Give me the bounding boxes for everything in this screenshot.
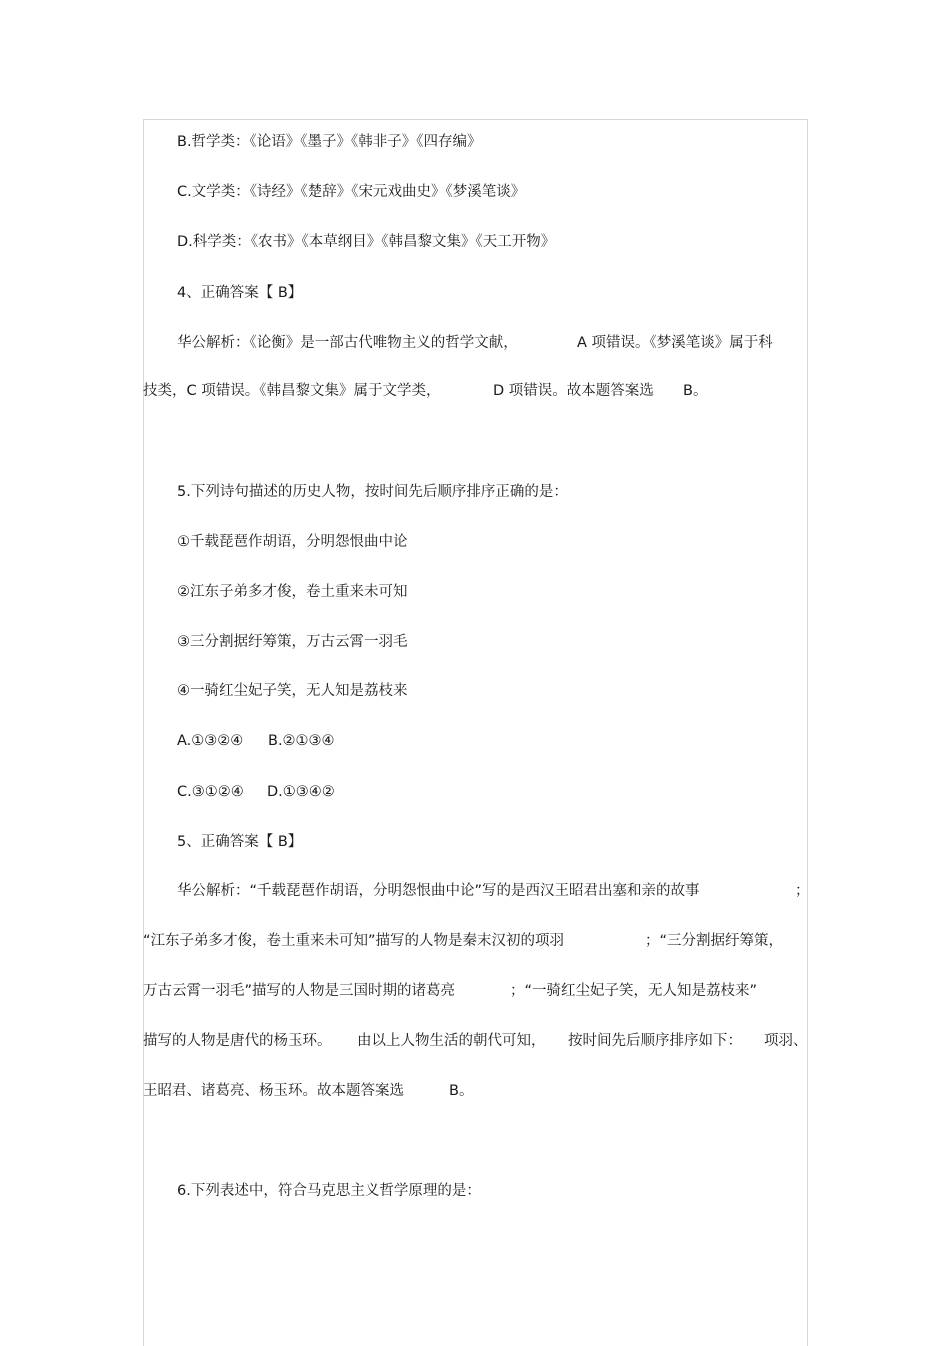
q5-item-3: ③三分割据纡筹策，万古云霄一羽毛 <box>177 634 408 650</box>
q5-item-4: ④一骑红尘妃子笑，无人知是荔枝来 <box>177 683 408 699</box>
a5-analysis-line5-a: 王昭君、诸葛亮、杨玉环。故本题答案选 <box>143 1083 404 1099</box>
a5-analysis-line4-c: 按时间先后顺序排序如下： <box>568 1033 742 1049</box>
q5-option-c: C.③①②④ <box>177 784 244 800</box>
q3-option-b: B.哲学类：《论语》《墨子》《韩非子》《四存编》 <box>177 134 482 150</box>
q3-option-c: C.文学类：《诗经》《楚辞》《宋元戏曲史》《梦溪笔谈》 <box>177 184 526 200</box>
a5-analysis-line1-a: 华公解析：“千载琵琶作胡语，分明怨恨曲中论”写的是西汉王昭君出塞和亲的故事 <box>177 883 700 899</box>
a4-answer: 4、正确答案【 B】 <box>177 285 303 301</box>
q5-option-b: B.②①③④ <box>268 733 335 749</box>
a5-analysis-line5-b: B。 <box>449 1083 474 1099</box>
a5-analysis-line1-b: ； <box>795 883 810 899</box>
a4-analysis-line2-c: B。 <box>683 383 708 399</box>
a5-analysis-line4-d: 项羽、 <box>764 1033 808 1049</box>
a4-analysis-line2-b: D 项错误。故本题答案选 <box>493 383 654 399</box>
a4-analysis-line2-a: 技类，C 项错误。《韩昌黎文集》属于文学类， <box>143 383 441 399</box>
q5-option-d: D.①③④② <box>267 784 335 800</box>
a5-analysis-line3-a: 万古云霄一羽毛”描写的人物是三国时期的诸葛亮 <box>143 983 456 999</box>
a5-analysis-line2-a: “江东子弟多才俊，卷土重来未可知”描写的人物是秦末汉初的项羽 <box>143 933 565 949</box>
a5-answer: 5、正确答案【 B】 <box>177 834 303 850</box>
a5-analysis-line4-a: 描写的人物是唐代的杨玉环。 <box>143 1033 332 1049</box>
q5-item-1: ①千载琵琶作胡语，分明怨恨曲中论 <box>177 534 408 550</box>
a4-analysis-line1-a: 华公解析：《论衡》是一部古代唯物主义的哲学文献， <box>177 335 518 351</box>
q5-item-2: ②江东子弟多才俊，卷土重来未可知 <box>177 584 408 600</box>
a5-analysis-line2-b: ；“三分割据纡筹策， <box>645 933 784 949</box>
a4-analysis-line1-b: A 项错误。《梦溪笔谈》属于科 <box>577 335 773 351</box>
q5-option-a: A.①③②④ <box>177 733 244 749</box>
a5-analysis-line3-b: ；“一骑红尘妃子笑，无人知是荔枝来” <box>510 983 758 999</box>
q3-option-d: D.科学类：《农书》《本草纲目》《韩昌黎文集》《天工开物》 <box>177 234 556 250</box>
q5-stem: 5.下列诗句描述的历史人物，按时间先后顺序排序正确的是： <box>177 484 568 500</box>
q6-stem: 6.下列表述中，符合马克思主义哲学原理的是： <box>177 1183 481 1199</box>
a5-analysis-line4-b: 由以上人物生活的朝代可知， <box>357 1033 546 1049</box>
